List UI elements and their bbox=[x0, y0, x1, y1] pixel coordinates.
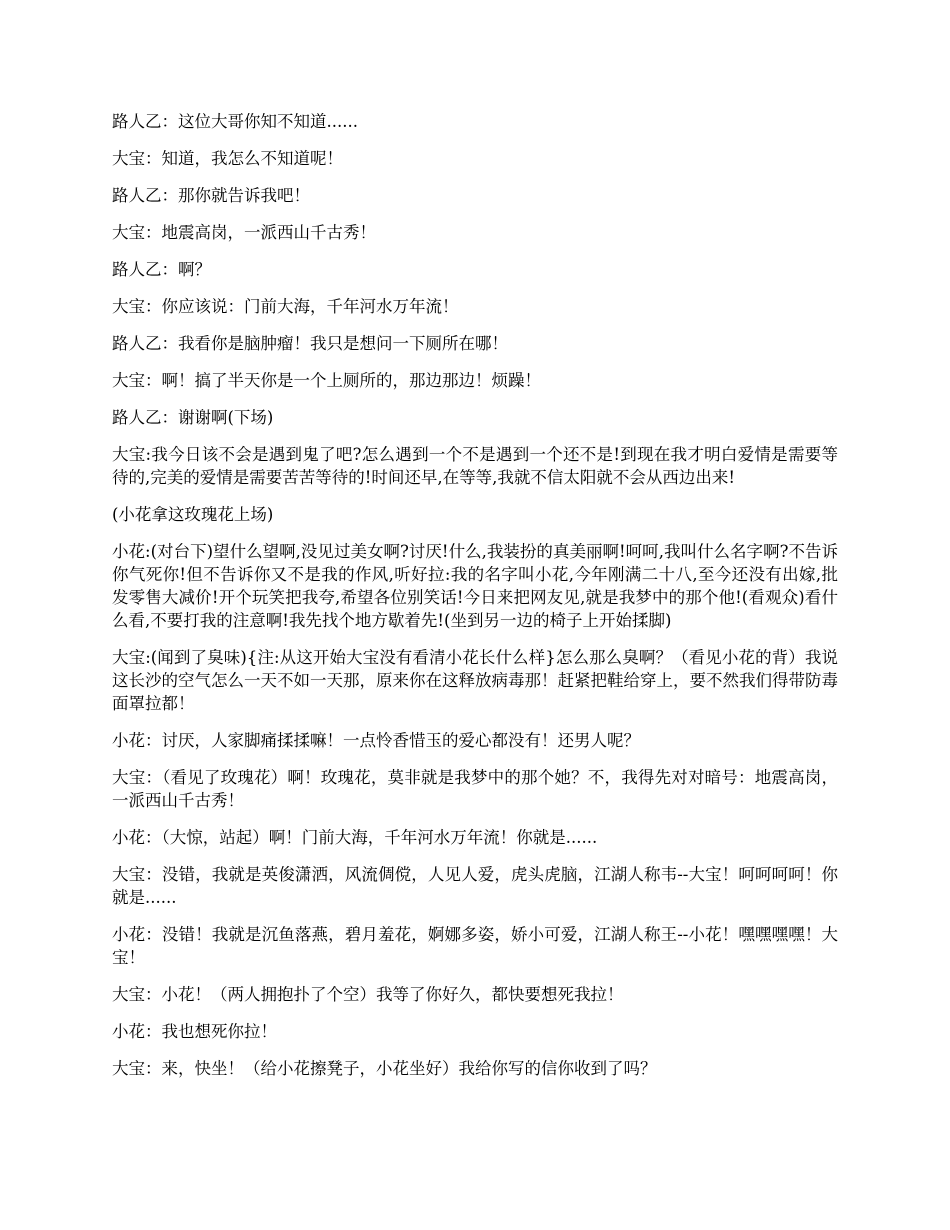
dialogue-line: 小花：没错！我就是沉鱼落燕，碧月羞花，婀娜多姿，娇小可爱，江湖人称王--小花！嘿嘿嘿嘿！大宝！ bbox=[112, 925, 838, 967]
dialogue-line: 路人乙：这位大哥你知不知道...... bbox=[112, 112, 358, 131]
dialogue-line: 小花：讨厌，人家脚痛揉揉嘛！一点怜香惜玉的爱心都没有！还男人呢？ bbox=[112, 731, 640, 750]
dialogue-line: 小花：（大惊，站起）啊！门前大海，千年河水万年流！你就是...... bbox=[112, 828, 598, 847]
dialogue-line: 大宝：没错，我就是英俊潇洒，风流倜傥，人见人爱，虎头虎脑，江湖人称韦--大宝！呵呵呵呵！你就是...... bbox=[112, 865, 838, 907]
dialogue-line: 大宝：你应该说：门前大海，千年河水万年流！ bbox=[112, 297, 459, 316]
dialogue-line: 大宝：知道，我怎么不知道呢！ bbox=[112, 149, 343, 168]
dialogue-line: 路人乙：谢谢啊(下场) bbox=[112, 408, 274, 427]
dialogue-line: 大宝：（看见了玫瑰花）啊！玫瑰花，莫非就是我梦中的那个她？不，我得先对对暗号：地震高岗，一派西山千古秀！ bbox=[112, 768, 838, 810]
dialogue-line: 路人乙：那你就告诉我吧！ bbox=[112, 186, 310, 205]
document-body bbox=[112, 110, 838, 1094]
dialogue-line: 大宝:我今日该不会是遇到鬼了吧?怎么遇到一个不是遇到一个还不是!到现在我才明白爱情是需要等待的,完美的爱情是需要苦苦等待的!时间还早,在等等,我就不信太阳就不会从西边出来! bbox=[112, 445, 838, 487]
stage-direction: (小花拿这玫瑰花上场) bbox=[112, 505, 274, 524]
dialogue-line: 大宝：小花！（两人拥抱扑了个空）我等了你好久，都快要想死我拉！ bbox=[112, 985, 624, 1004]
dialogue-line: 路人乙：我看你是脑肿瘤！我只是想问一下厕所在哪！ bbox=[112, 334, 508, 353]
dialogue-line: 大宝:(闻到了臭味){注:从这开始大宝没有看清小花长什么样}怎么那么臭啊？（看见小花的背）我说这长沙的空气怎么一天不如一天那，原来你在这释放病毒那！赶紧把鞋给穿上，要不然我们得带防毒面罩拉都！ bbox=[112, 648, 838, 713]
dialogue-line: 大宝：来，快坐！（给小花擦凳子，小花坐好）我给你写的信你收到了吗？ bbox=[112, 1059, 657, 1078]
dialogue-line: 小花：我也想死你拉！ bbox=[112, 1022, 277, 1041]
dialogue-line: 路人乙：啊？ bbox=[112, 260, 211, 279]
dialogue-line: 大宝：地震高岗，一派西山千古秀！ bbox=[112, 223, 376, 242]
dialogue-line: 小花:(对台下)望什么望啊,没见过美女啊?讨厌!什么,我装扮的真美丽啊!呵呵,我叫什么名字啊?不告诉你气死你!但不告诉你又不是我的作风,听好拉:我的名字叫小花,今年刚满二十八,至今还没有出嫁,批发零售大减价!开个玩笑把我夸,希望各位别笑话!今日来把网友见,就是我梦中的那个他!(看观众)看什么看,不要打我的注意啊!我先找个地方歇着先!(坐到另一边的椅子上开始揉脚) bbox=[112, 542, 838, 630]
dialogue-line: 大宝：啊！搞了半天你是一个上厕所的，那边那边！烦躁！ bbox=[112, 371, 541, 390]
